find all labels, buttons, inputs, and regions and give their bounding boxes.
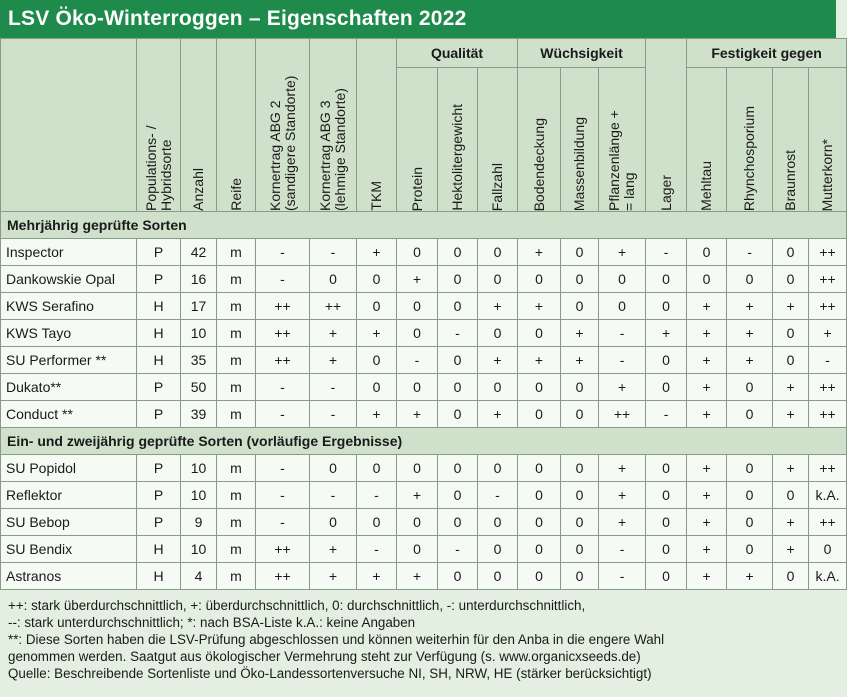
table-cell: + (397, 401, 438, 428)
table-cell: 0 (646, 536, 687, 563)
table-row (1, 563, 847, 590)
table-cell: H (137, 293, 181, 320)
table-cell: 0 (397, 239, 438, 266)
table-cell: 0 (478, 455, 518, 482)
table-cell: + (310, 320, 357, 347)
footnote-line: --: stark unterdurchschnittlich; *: nach BSA-Liste k.A.: keine Angaben (8, 615, 416, 630)
table-cell: 0 (438, 347, 478, 374)
table-cell: + (687, 536, 727, 563)
table-cell: + (687, 320, 727, 347)
table-cell: 0 (561, 293, 599, 320)
col-header-protein: Protein (397, 68, 438, 212)
table-cell: ++ (256, 293, 310, 320)
variety-header (1, 39, 137, 212)
col-header-rhyncho: Rhynchosporium (727, 68, 773, 212)
variety-name: SU Bebop (1, 509, 137, 536)
table-cell: - (310, 482, 357, 509)
table-cell: - (256, 374, 310, 401)
variety-name: Inspector (1, 239, 137, 266)
table-cell: m (217, 455, 256, 482)
table-cell: + (773, 374, 809, 401)
col-header-hektoliter: Hektolitergewicht (438, 68, 478, 212)
table-cell: 0 (478, 239, 518, 266)
table-row (1, 293, 847, 320)
footnote-line: **: Diese Sorten haben die LSV-Prüfung abgeschlossen und können weiterhin für den Anba in die engere Wahl (8, 632, 665, 647)
variety-name: Reflektor (1, 482, 137, 509)
section-heading-row (1, 428, 847, 455)
table-cell: - (256, 266, 310, 293)
table-cell: 0 (438, 401, 478, 428)
table-cell: + (599, 455, 646, 482)
table-cell: 0 (518, 455, 561, 482)
table-cell: 0 (561, 374, 599, 401)
table-cell: 0 (438, 455, 478, 482)
table-cell: P (137, 401, 181, 428)
variety-name: SU Performer ** (1, 347, 137, 374)
table-cell: 0 (687, 266, 727, 293)
section-heading: Ein- und zweijährig geprüfte Sorten (vorläufige Ergebnisse) (1, 428, 847, 455)
table-cell: - (256, 239, 310, 266)
table-cell: + (646, 320, 687, 347)
table-cell: 0 (727, 266, 773, 293)
table-cell: 0 (518, 320, 561, 347)
table-cell: ++ (809, 293, 847, 320)
table-cell: - (438, 320, 478, 347)
table-cell: 0 (773, 482, 809, 509)
col-header-masse: Massenbildung (561, 68, 599, 212)
col-header-reife: Reife (217, 39, 256, 212)
table-cell: + (357, 401, 397, 428)
table-cell: - (599, 347, 646, 374)
table-cell: + (599, 482, 646, 509)
table-cell: + (727, 320, 773, 347)
section-heading: Mehrjährig geprüfte Sorten (1, 212, 847, 239)
variety-name: Conduct ** (1, 401, 137, 428)
table-cell: + (727, 563, 773, 590)
table-cell: 0 (357, 509, 397, 536)
table-cell: 0 (773, 563, 809, 590)
table-cell: ++ (256, 536, 310, 563)
table-cell: 0 (561, 509, 599, 536)
table-row (1, 266, 847, 293)
table-cell: + (599, 239, 646, 266)
table-cell: + (773, 536, 809, 563)
table-cell: 0 (397, 509, 438, 536)
header-group-row (1, 39, 847, 68)
table-cell: 0 (438, 563, 478, 590)
table-cell: 0 (397, 320, 438, 347)
table-cell: 0 (561, 482, 599, 509)
table-cell: - (256, 509, 310, 536)
table-cell: 0 (599, 266, 646, 293)
table-cell: 0 (518, 563, 561, 590)
table-cell: - (357, 536, 397, 563)
col-header-tkm: TKM (357, 39, 397, 212)
table-cell: - (599, 563, 646, 590)
table-cell: 0 (561, 455, 599, 482)
table-cell: 0 (773, 320, 809, 347)
table-cell: ++ (809, 239, 847, 266)
table-cell: 0 (357, 266, 397, 293)
table-cell: ++ (809, 266, 847, 293)
variety-name: SU Bendix (1, 536, 137, 563)
table-cell: + (518, 293, 561, 320)
table-cell: 0 (809, 536, 847, 563)
table-cell: + (687, 563, 727, 590)
table-cell: 0 (357, 347, 397, 374)
table-cell: 0 (438, 266, 478, 293)
table-cell: - (809, 347, 847, 374)
table-cell: - (478, 482, 518, 509)
table-cell: - (310, 374, 357, 401)
table-cell: P (137, 509, 181, 536)
table-cell: 0 (438, 239, 478, 266)
table-cell: 10 (181, 536, 217, 563)
table-cell: + (599, 509, 646, 536)
table-cell: H (137, 320, 181, 347)
variety-name: Astranos (1, 563, 137, 590)
table-cell: + (773, 293, 809, 320)
table-cell: 0 (646, 266, 687, 293)
table-cell: m (217, 320, 256, 347)
table-cell: ++ (599, 401, 646, 428)
table-cell: 0 (397, 293, 438, 320)
table-cell: - (727, 239, 773, 266)
table-cell: P (137, 266, 181, 293)
table-cell: 0 (561, 536, 599, 563)
table-cell: ++ (809, 374, 847, 401)
table-cell: - (646, 401, 687, 428)
table-cell: 0 (646, 293, 687, 320)
col-header-pflanze: Pflanzenlänge + = lang (599, 68, 646, 212)
table-cell: - (256, 455, 310, 482)
variety-properties-table (0, 38, 847, 590)
table-cell: m (217, 563, 256, 590)
table-cell: 0 (727, 482, 773, 509)
table-cell: + (687, 293, 727, 320)
table-cell: 16 (181, 266, 217, 293)
table-cell: - (599, 536, 646, 563)
table-cell: 10 (181, 482, 217, 509)
table-cell: + (773, 401, 809, 428)
col-header-anzahl: Anzahl (181, 39, 217, 212)
table-row (1, 401, 847, 428)
table-cell: + (561, 347, 599, 374)
table-cell: + (687, 401, 727, 428)
table-cell: 0 (397, 455, 438, 482)
group-header-festigkeit: Festigkeit gegen (687, 39, 847, 68)
col-header-lager: Lager (646, 39, 687, 212)
table-cell: 0 (687, 239, 727, 266)
table-cell: 0 (478, 320, 518, 347)
table-cell: 0 (310, 266, 357, 293)
table-row (1, 374, 847, 401)
table-cell: 0 (438, 509, 478, 536)
section-heading-row (1, 212, 847, 239)
table-cell: H (137, 536, 181, 563)
table-cell: 17 (181, 293, 217, 320)
table-row (1, 347, 847, 374)
table-cell: - (646, 239, 687, 266)
group-header-qualitaet: Qualität (397, 39, 518, 68)
table-cell: m (217, 293, 256, 320)
col-header-mutterkorn: Mutterkorn* (809, 68, 847, 212)
table-cell: 0 (727, 455, 773, 482)
table-cell: 0 (357, 293, 397, 320)
table-cell: 0 (478, 374, 518, 401)
table-cell: 0 (397, 536, 438, 563)
col-header-fallzahl: Fallzahl (478, 68, 518, 212)
variety-name: KWS Serafino (1, 293, 137, 320)
table-cell: 0 (478, 509, 518, 536)
table-cell: 0 (727, 374, 773, 401)
table-cell: 39 (181, 401, 217, 428)
variety-name: SU Popidol (1, 455, 137, 482)
table-row (1, 509, 847, 536)
table-cell: + (310, 536, 357, 563)
table-cell: H (137, 563, 181, 590)
col-header-mehltau: Mehltau (687, 68, 727, 212)
table-cell: 0 (646, 563, 687, 590)
table-cell: ++ (256, 320, 310, 347)
table-cell: ++ (809, 455, 847, 482)
table-cell: 0 (773, 239, 809, 266)
table-body (1, 212, 847, 590)
table-cell: + (478, 293, 518, 320)
table-cell: P (137, 374, 181, 401)
table-cell: ++ (256, 347, 310, 374)
table-cell: - (256, 401, 310, 428)
table-cell: + (687, 455, 727, 482)
table-cell: + (687, 482, 727, 509)
table-cell: 0 (646, 374, 687, 401)
table-cell: k.A. (809, 563, 847, 590)
table-cell: 0 (310, 509, 357, 536)
table-cell: - (310, 401, 357, 428)
table-cell: 0 (438, 374, 478, 401)
table-cell: 50 (181, 374, 217, 401)
table-cell: 0 (438, 482, 478, 509)
table-cell: + (518, 347, 561, 374)
table-cell: - (256, 482, 310, 509)
table-cell: ++ (256, 563, 310, 590)
table-cell: ++ (310, 293, 357, 320)
table-cell: m (217, 374, 256, 401)
table-cell: 42 (181, 239, 217, 266)
table-cell: 0 (478, 536, 518, 563)
table-cell: + (727, 347, 773, 374)
table-cell: 0 (478, 266, 518, 293)
table-cell: m (217, 509, 256, 536)
table-cell: 0 (518, 509, 561, 536)
table-cell: + (809, 320, 847, 347)
table-cell: 0 (646, 482, 687, 509)
variety-name: Dankowskie Opal (1, 266, 137, 293)
table-cell: - (438, 536, 478, 563)
col-header-ertrag3: Kornertrag ABG 3 (lehmige Standorte) (310, 39, 357, 212)
table-cell: - (397, 347, 438, 374)
table-cell: + (687, 347, 727, 374)
table-cell: 0 (518, 374, 561, 401)
table-cell: 0 (561, 563, 599, 590)
table-row (1, 320, 847, 347)
table-cell: + (478, 401, 518, 428)
table-cell: 0 (478, 563, 518, 590)
col-header-braunrost: Braunrost (773, 68, 809, 212)
table-cell: 0 (727, 536, 773, 563)
table-cell: k.A. (809, 482, 847, 509)
col-header-popul: Populations- / Hybridsorte (137, 39, 181, 212)
table-cell: + (357, 320, 397, 347)
table-cell: 0 (438, 293, 478, 320)
table-cell: 0 (518, 536, 561, 563)
table-cell: m (217, 536, 256, 563)
table-row (1, 455, 847, 482)
table-cell: 10 (181, 320, 217, 347)
table-cell: 0 (357, 374, 397, 401)
table-cell: m (217, 239, 256, 266)
footnote-line: ++: stark überdurchschnittlich, +: überdurchschnittlich, 0: durchschnittlich, -: unterdurchschnittlich, (8, 598, 586, 613)
table-cell: + (687, 374, 727, 401)
table-cell: + (518, 239, 561, 266)
table-cell: 0 (773, 266, 809, 293)
table-cell: 0 (727, 401, 773, 428)
table-cell: ++ (809, 401, 847, 428)
table-cell: 0 (727, 509, 773, 536)
table-cell: + (773, 509, 809, 536)
table-cell: - (357, 482, 397, 509)
table-row (1, 239, 847, 266)
table-cell: 0 (357, 455, 397, 482)
table-cell: 0 (646, 347, 687, 374)
table-cell: 0 (646, 455, 687, 482)
table-cell: 0 (561, 266, 599, 293)
table-cell: + (397, 563, 438, 590)
table-cell: 0 (518, 401, 561, 428)
table-cell: 10 (181, 455, 217, 482)
table-cell: - (310, 239, 357, 266)
table-cell: 0 (310, 455, 357, 482)
table-cell: + (478, 347, 518, 374)
table-cell: + (357, 239, 397, 266)
table-cell: ++ (809, 509, 847, 536)
group-header-wuechsigkeit: Wüchsigkeit (518, 39, 646, 68)
table-cell: 9 (181, 509, 217, 536)
variety-name: KWS Tayo (1, 320, 137, 347)
table-cell: 0 (561, 401, 599, 428)
table-row (1, 482, 847, 509)
page-title: LSV Öko-Winterroggen – Eigenschaften 2022 (0, 0, 836, 38)
table-cell: + (599, 374, 646, 401)
table-cell: - (599, 320, 646, 347)
table-cell: P (137, 482, 181, 509)
table-cell: + (773, 455, 809, 482)
col-header-ertrag2: Kornertrag ABG 2 (sandigere Standorte) (256, 39, 310, 212)
table-cell: + (397, 482, 438, 509)
footnotes (0, 590, 836, 682)
footnote-line: genommen werden. Saatgut aus ökologischer Vermehrung steht zur Verfügung (s. www.organicxseeds.de) (8, 649, 641, 664)
table-cell: m (217, 482, 256, 509)
table-cell: 0 (518, 266, 561, 293)
table-cell: 35 (181, 347, 217, 374)
table-cell: + (687, 509, 727, 536)
table-cell: H (137, 347, 181, 374)
table-cell: + (310, 563, 357, 590)
table-cell: + (561, 320, 599, 347)
table-row (1, 536, 847, 563)
table-cell: 0 (646, 509, 687, 536)
variety-name: Dukato** (1, 374, 137, 401)
col-header-boden: Bodendeckung (518, 68, 561, 212)
table-cell: + (310, 347, 357, 374)
table-cell: m (217, 347, 256, 374)
table-cell: P (137, 239, 181, 266)
table-cell: 4 (181, 563, 217, 590)
table-cell: + (397, 266, 438, 293)
table-cell: P (137, 455, 181, 482)
table-cell: 0 (518, 482, 561, 509)
table-cell: 0 (773, 347, 809, 374)
table-cell: + (727, 293, 773, 320)
table-cell: 0 (397, 374, 438, 401)
table-cell: m (217, 401, 256, 428)
table-cell: 0 (561, 239, 599, 266)
table-cell: + (357, 563, 397, 590)
table-cell: 0 (599, 293, 646, 320)
footnote-line: Quelle: Beschreibende Sortenliste und Öko-Landessortenversuche NI, SH, NRW, HE (stärker berücksichtigt) (8, 666, 652, 681)
table-cell: m (217, 266, 256, 293)
